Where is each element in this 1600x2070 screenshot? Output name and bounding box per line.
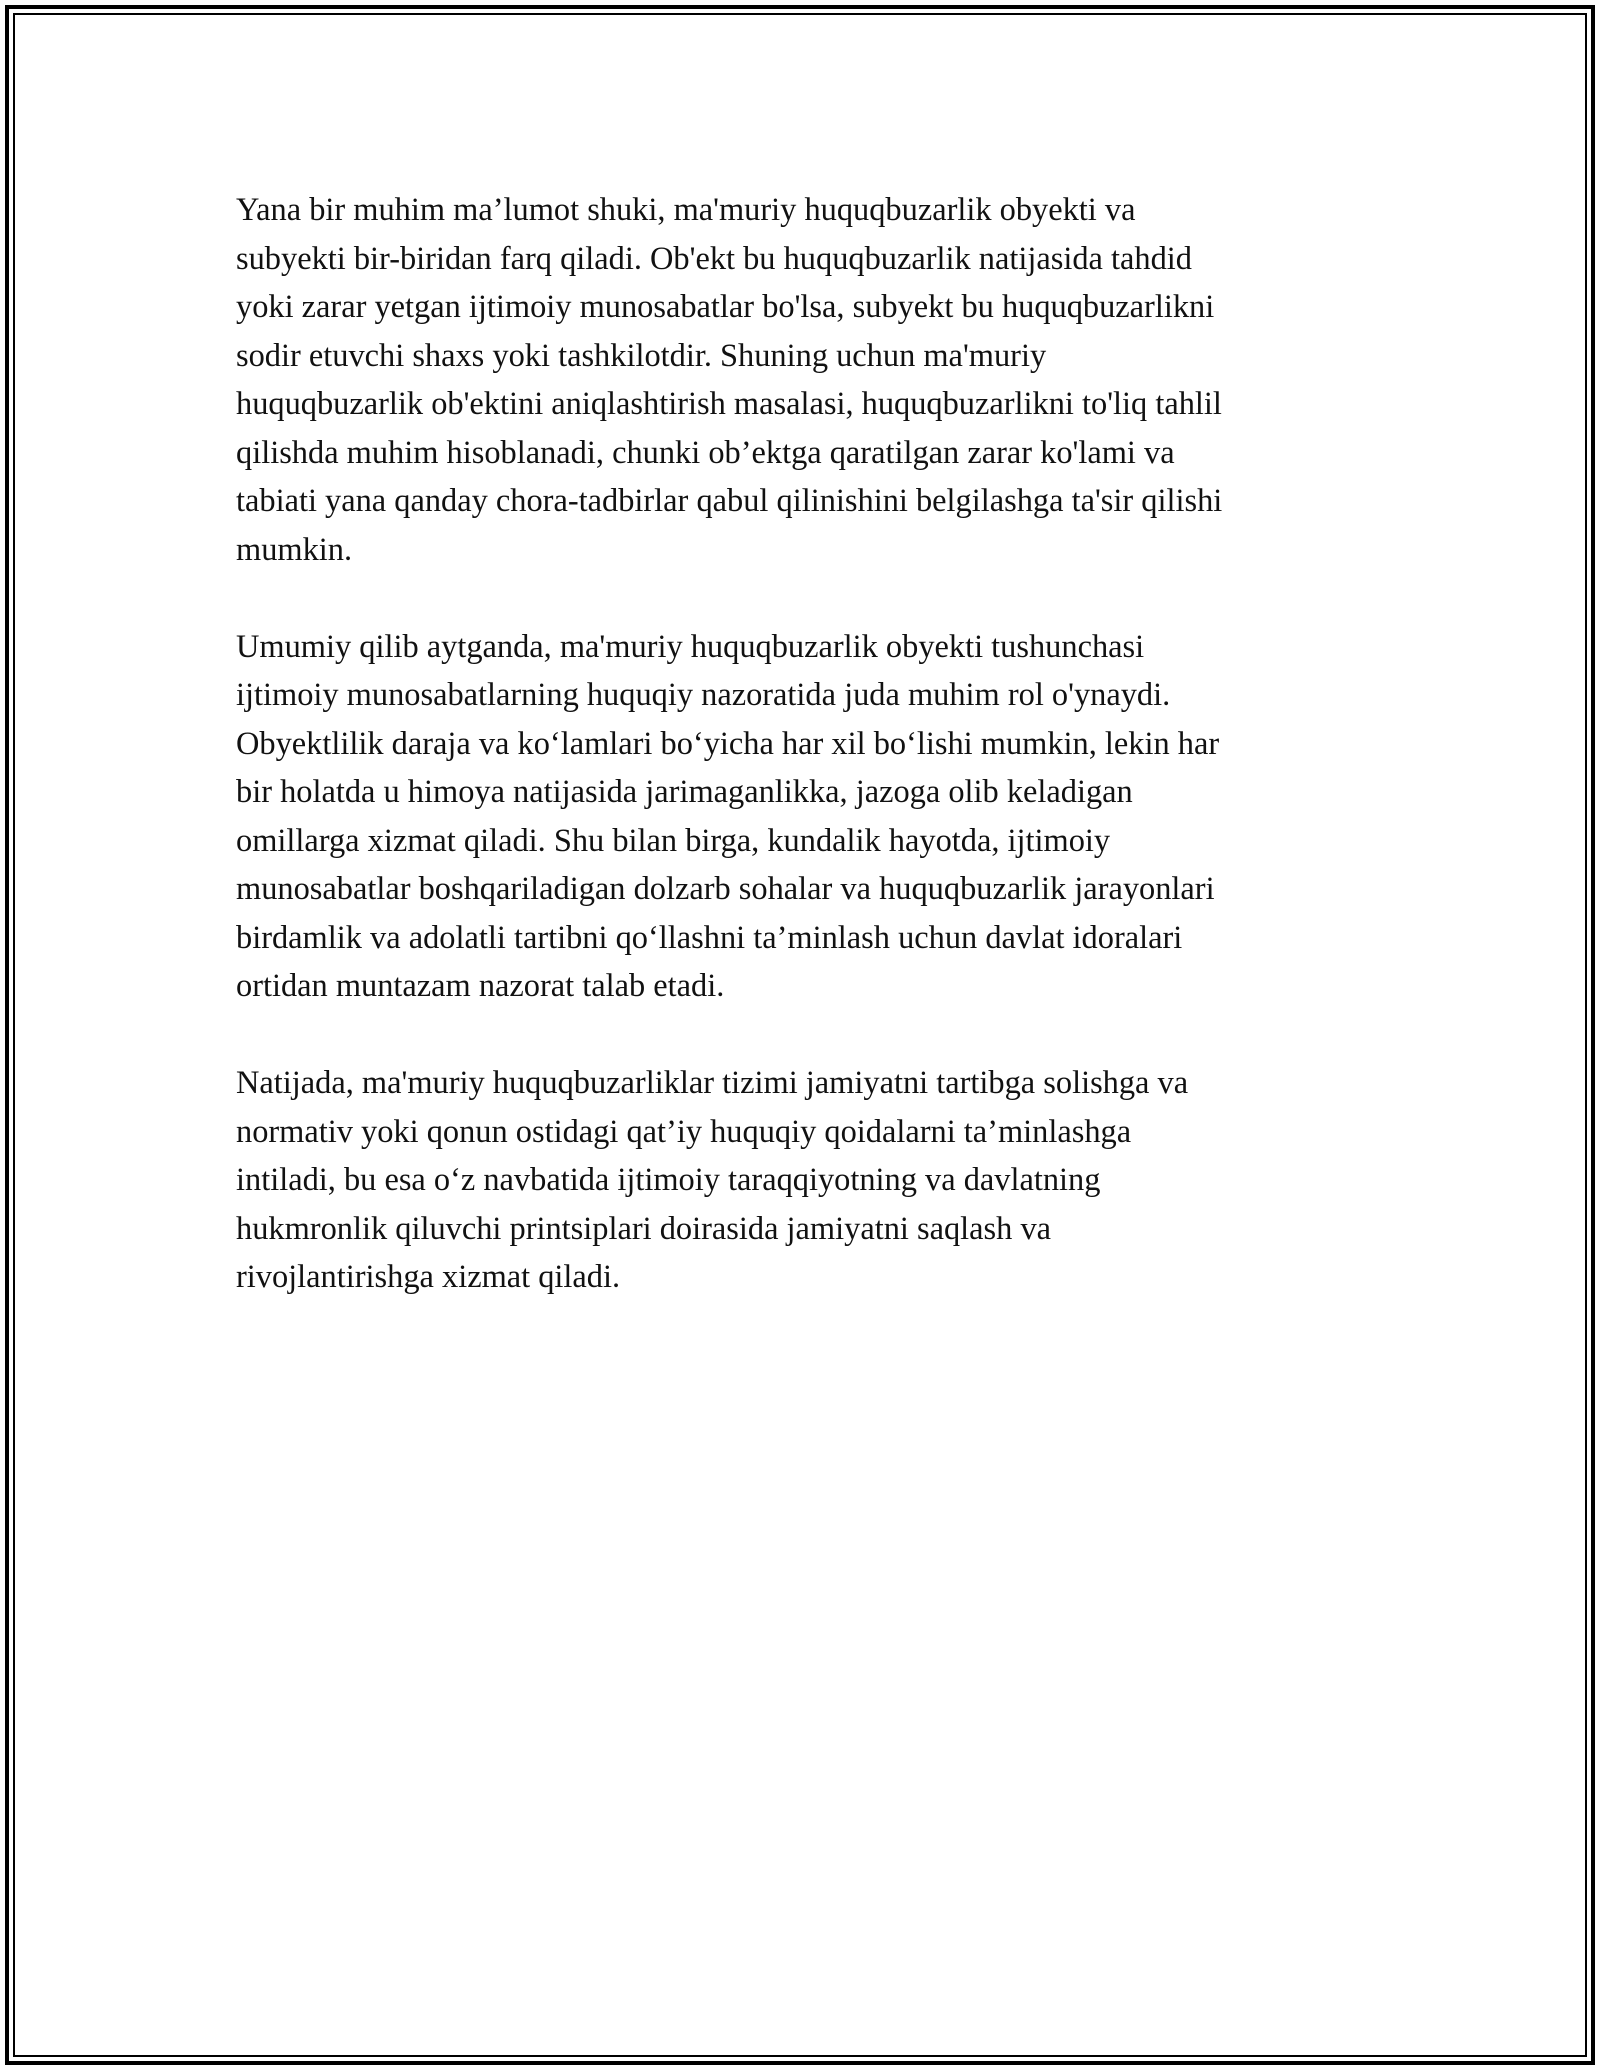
document-body bbox=[236, 186, 1366, 1350]
paragraph-3: Natijada, ma'muriy huquqbuzarliklar tizimi jamiyatni tartibga solishga va normativ yoki qonun ostidagi qat’iy huquqiy qoidalarni ta’minlashga intiladi, bu esa o‘z navbatida ijtimoiy taraqqiyotning va davlatning hukmronlik qiluvchi printsiplari doirasida jamiyatni saqlash va rivojlantirishga xizmat qiladi. bbox=[236, 1065, 1189, 1295]
paragraph-1: Yana bir muhim ma’lumot shuki, ma'muriy huquqbuzarlik obyekti va subyekti bir-biridan farq qiladi. Ob'ekt bu huquqbuzarlik natijasida tahdid yoki zarar yetgan ijtimoiy munosabatlar bo'lsa, subyekt bu huquqbuzarlikni sodir etuvchi shaxs yoki tashkilotdir. Shuning uchun ma'muriy huquqbuzarlik ob'ektini aniqlashtirish masalasi, huquqbuzarlikni to'liq tahlil qilishda muhim hisoblanadi, chunki ob’ektga qaratilgan zarar ko'lami va tabiati yana qanday chora-tadbirlar qabul qilinishini belgilashga ta'sir qilishi mumkin. bbox=[236, 192, 1223, 568]
paragraph-2: Umumiy qilib aytganda, ma'muriy huquqbuzarlik obyekti tushunchasi ijtimoiy munosabatlarning huquqiy nazoratida juda muhim rol o'ynaydi. Obyektlilik daraja va ko‘lamlari bo‘yicha har xil bo‘lishi mumkin, lekin har bir holatda u himoya natijasida jarimaganlikka, jazoga olib keladigan omillarga xizmat qiladi. Shu bilan birga, kundalik hayotda, ijtimoiy munosabatlar boshqariladigan dolzarb sohalar va huquqbuzarlik jarayonlari birdamlik va adolatli tartibni qo‘llashni ta’minlash uchun davlat idoralari ortidan muntazam nazorat talab etadi. bbox=[236, 628, 1220, 1004]
